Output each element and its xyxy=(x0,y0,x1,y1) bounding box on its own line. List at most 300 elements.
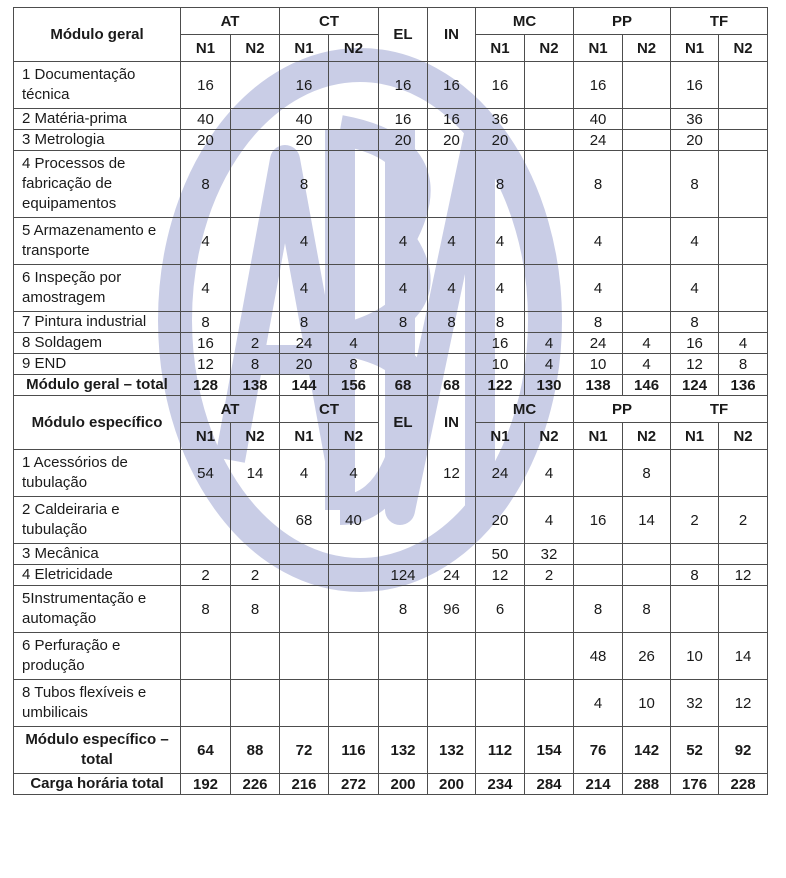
specific-cell xyxy=(329,633,379,680)
general-row xyxy=(14,265,768,312)
specific-cell: 6 xyxy=(476,586,525,633)
general-cell xyxy=(525,130,574,151)
specific-total-cell: 132 xyxy=(428,727,476,774)
specific-total-cell: 76 xyxy=(574,727,623,774)
specific-header-row xyxy=(14,396,768,423)
specific-cell xyxy=(476,633,525,680)
specific-total-cell: 142 xyxy=(623,727,671,774)
specific-cell: 8 xyxy=(623,586,671,633)
general-row xyxy=(14,312,768,333)
grand-total-cell: 214 xyxy=(574,774,623,795)
specific-cell xyxy=(428,544,476,565)
specific-row-label: 2 Caldeiraria e tubulação xyxy=(14,497,181,544)
general-cell: 40 xyxy=(181,109,231,130)
specific-cell: 4 xyxy=(280,450,329,497)
general-cell xyxy=(231,109,280,130)
general-cell: 4 xyxy=(525,354,574,375)
general-cell: 16 xyxy=(428,109,476,130)
grand-total-cell: 288 xyxy=(623,774,671,795)
general-cell: 4 xyxy=(719,333,768,354)
general-cell xyxy=(719,109,768,130)
specific-cell xyxy=(181,544,231,565)
specific-cell: 8 xyxy=(231,586,280,633)
specific-group-pp: PP xyxy=(574,396,671,423)
general-cell: 4 xyxy=(280,218,329,265)
general-cell xyxy=(379,333,428,354)
general-row-label: 1 Documentação técnica xyxy=(14,62,181,109)
specific-cell: 12 xyxy=(719,565,768,586)
general-total-label: Módulo geral – total xyxy=(14,375,181,396)
specific-tf-n2: N2 xyxy=(719,423,768,450)
general-at-n1: N1 xyxy=(181,35,231,62)
general-cell xyxy=(329,265,379,312)
general-cell xyxy=(623,130,671,151)
specific-cell xyxy=(231,497,280,544)
specific-row xyxy=(14,565,768,586)
specific-cell xyxy=(280,544,329,565)
specific-cell: 32 xyxy=(671,680,719,727)
general-at-n2: N2 xyxy=(231,35,280,62)
specific-cell: 68 xyxy=(280,497,329,544)
specific-cell: 12 xyxy=(476,565,525,586)
general-cell xyxy=(329,62,379,109)
general-total-cell: 130 xyxy=(525,375,574,396)
general-cell: 8 xyxy=(428,312,476,333)
general-cell: 4 xyxy=(623,333,671,354)
grand-total-cell: 228 xyxy=(719,774,768,795)
general-row-label: 3 Metrologia xyxy=(14,130,181,151)
general-cell xyxy=(623,312,671,333)
specific-cell xyxy=(719,586,768,633)
general-total-cell: 156 xyxy=(329,375,379,396)
general-cell: 12 xyxy=(671,354,719,375)
specific-cell xyxy=(525,586,574,633)
specific-cell: 4 xyxy=(329,450,379,497)
specific-cell xyxy=(719,544,768,565)
specific-cell xyxy=(525,680,574,727)
general-cell xyxy=(525,151,574,218)
general-row-label: 8 Soldagem xyxy=(14,333,181,354)
general-cell xyxy=(329,109,379,130)
specific-row-label: 3 Mecânica xyxy=(14,544,181,565)
specific-total-cell: 92 xyxy=(719,727,768,774)
general-group-mc: MC xyxy=(476,8,574,35)
general-row xyxy=(14,62,768,109)
specific-cell: 4 xyxy=(525,450,574,497)
general-cell: 16 xyxy=(181,333,231,354)
general-tf-n2: N2 xyxy=(719,35,768,62)
specific-cell xyxy=(329,680,379,727)
specific-row-label: 5Instrumentação e automação xyxy=(14,586,181,633)
specific-group-ct: CT xyxy=(280,396,379,423)
general-cell: 16 xyxy=(428,62,476,109)
general-cell: 4 xyxy=(280,265,329,312)
grand-total-cell: 200 xyxy=(379,774,428,795)
specific-group-at: AT xyxy=(181,396,280,423)
general-cell: 4 xyxy=(379,218,428,265)
general-cell: 4 xyxy=(671,218,719,265)
general-cell xyxy=(329,151,379,218)
general-cell: 4 xyxy=(476,218,525,265)
general-title: Módulo geral xyxy=(14,8,181,62)
general-total xyxy=(14,375,768,396)
specific-cell: 2 xyxy=(525,565,574,586)
specific-cell: 2 xyxy=(231,565,280,586)
specific-tf-n1: N1 xyxy=(671,423,719,450)
general-row-label: 7 Pintura industrial xyxy=(14,312,181,333)
general-mc-n1: N1 xyxy=(476,35,525,62)
specific-row xyxy=(14,544,768,565)
general-row xyxy=(14,333,768,354)
specific-cell xyxy=(623,565,671,586)
specific-cell: 14 xyxy=(719,633,768,680)
general-cell: 4 xyxy=(329,333,379,354)
specific-total-cell: 154 xyxy=(525,727,574,774)
general-ct-n2: N2 xyxy=(329,35,379,62)
general-cell: 8 xyxy=(181,312,231,333)
grand-total-cell: 216 xyxy=(280,774,329,795)
specific-cell xyxy=(379,633,428,680)
specific-cell xyxy=(574,565,623,586)
specific-cell xyxy=(280,633,329,680)
general-pp-n1: N1 xyxy=(574,35,623,62)
general-cell: 16 xyxy=(280,62,329,109)
general-cell xyxy=(719,130,768,151)
specific-cell xyxy=(623,544,671,565)
general-mc-n2: N2 xyxy=(525,35,574,62)
general-total-cell: 128 xyxy=(181,375,231,396)
specific-at-n1: N1 xyxy=(181,423,231,450)
general-cell: 16 xyxy=(671,62,719,109)
general-cell: 8 xyxy=(476,312,525,333)
grand-total-label: Carga horária total xyxy=(14,774,181,795)
general-cell xyxy=(719,151,768,218)
general-cell xyxy=(329,218,379,265)
specific-cell xyxy=(574,450,623,497)
general-cell xyxy=(719,265,768,312)
specific-cell: 2 xyxy=(181,565,231,586)
general-cell: 20 xyxy=(428,130,476,151)
specific-cell: 124 xyxy=(379,565,428,586)
general-row xyxy=(14,109,768,130)
specific-cell: 48 xyxy=(574,633,623,680)
specific-cell: 24 xyxy=(428,565,476,586)
specific-cell xyxy=(329,565,379,586)
specific-mc-n1: N1 xyxy=(476,423,525,450)
specific-cell xyxy=(280,680,329,727)
specific-cell xyxy=(379,450,428,497)
specific-cell xyxy=(231,633,280,680)
general-cell: 20 xyxy=(379,130,428,151)
general-group-el: EL xyxy=(379,8,428,62)
specific-row xyxy=(14,586,768,633)
specific-cell: 2 xyxy=(719,497,768,544)
specific-cell: 32 xyxy=(525,544,574,565)
specific-cell xyxy=(671,450,719,497)
specific-cell: 16 xyxy=(574,497,623,544)
general-cell xyxy=(428,333,476,354)
specific-cell: 4 xyxy=(574,680,623,727)
general-cell xyxy=(525,109,574,130)
specific-total-cell: 132 xyxy=(379,727,428,774)
specific-cell xyxy=(671,544,719,565)
general-cell: 36 xyxy=(671,109,719,130)
grand-total-cell: 226 xyxy=(231,774,280,795)
general-group-ct: CT xyxy=(280,8,379,35)
specific-cell: 8 xyxy=(181,586,231,633)
general-row xyxy=(14,151,768,218)
specific-cell: 20 xyxy=(476,497,525,544)
general-row-label: 9 END xyxy=(14,354,181,375)
general-row-label: 6 Inspeção por amostragem xyxy=(14,265,181,312)
general-cell: 20 xyxy=(476,130,525,151)
general-cell xyxy=(719,62,768,109)
general-cell xyxy=(379,354,428,375)
general-cell xyxy=(623,265,671,312)
specific-pp-n2: N2 xyxy=(623,423,671,450)
general-cell: 16 xyxy=(379,109,428,130)
specific-total-label: Módulo específico – total xyxy=(14,727,181,774)
specific-cell xyxy=(428,633,476,680)
specific-cell xyxy=(280,586,329,633)
general-row-label: 4 Processos de fabricação de equipamentos xyxy=(14,151,181,218)
specific-cell: 96 xyxy=(428,586,476,633)
general-total-cell: 136 xyxy=(719,375,768,396)
specific-row xyxy=(14,680,768,727)
general-total-cell: 68 xyxy=(428,375,476,396)
general-row-label: 2 Matéria-prima xyxy=(14,109,181,130)
specific-cell xyxy=(231,544,280,565)
grand-total-cell: 234 xyxy=(476,774,525,795)
specific-cell: 8 xyxy=(379,586,428,633)
general-total-cell: 138 xyxy=(231,375,280,396)
specific-group-el: EL xyxy=(379,396,428,450)
specific-group-in: IN xyxy=(428,396,476,450)
general-cell: 8 xyxy=(671,151,719,218)
general-cell: 8 xyxy=(280,312,329,333)
grand-total-cell: 176 xyxy=(671,774,719,795)
specific-cell: 10 xyxy=(671,633,719,680)
specific-total-cell: 88 xyxy=(231,727,280,774)
grand-total-cell: 284 xyxy=(525,774,574,795)
general-group-pp: PP xyxy=(574,8,671,35)
general-cell xyxy=(231,130,280,151)
general-cell xyxy=(231,62,280,109)
general-cell: 40 xyxy=(280,109,329,130)
general-cell xyxy=(623,151,671,218)
specific-cell xyxy=(379,497,428,544)
general-cell: 16 xyxy=(476,62,525,109)
general-cell: 8 xyxy=(379,312,428,333)
specific-cell: 8 xyxy=(623,450,671,497)
general-cell xyxy=(525,218,574,265)
general-group-in: IN xyxy=(428,8,476,62)
general-cell: 36 xyxy=(476,109,525,130)
general-cell: 4 xyxy=(574,218,623,265)
general-cell xyxy=(719,218,768,265)
specific-title: Módulo específico xyxy=(14,396,181,450)
specific-cell xyxy=(525,633,574,680)
specific-cell: 50 xyxy=(476,544,525,565)
specific-ct-n2: N2 xyxy=(329,423,379,450)
general-cell: 4 xyxy=(428,265,476,312)
general-cell: 4 xyxy=(379,265,428,312)
general-cell xyxy=(231,218,280,265)
specific-group-mc: MC xyxy=(476,396,574,423)
general-cell: 16 xyxy=(181,62,231,109)
course-hours-table xyxy=(13,7,768,795)
general-cell: 8 xyxy=(574,151,623,218)
general-cell xyxy=(525,265,574,312)
general-cell: 8 xyxy=(280,151,329,218)
specific-cell: 8 xyxy=(671,565,719,586)
specific-total xyxy=(14,727,768,774)
general-cell: 8 xyxy=(719,354,768,375)
general-cell xyxy=(231,312,280,333)
general-cell: 8 xyxy=(231,354,280,375)
general-row-label: 5 Armazenamento e transporte xyxy=(14,218,181,265)
general-cell: 4 xyxy=(428,218,476,265)
general-cell xyxy=(329,130,379,151)
general-total-cell: 68 xyxy=(379,375,428,396)
specific-cell: 2 xyxy=(671,497,719,544)
specific-row-label: 6 Perfuração e produção xyxy=(14,633,181,680)
general-total-cell: 122 xyxy=(476,375,525,396)
specific-row-label: 8 Tubos flexíveis e umbilicais xyxy=(14,680,181,727)
general-cell: 8 xyxy=(671,312,719,333)
general-total-cell: 124 xyxy=(671,375,719,396)
general-cell: 20 xyxy=(280,130,329,151)
specific-row-label: 4 Eletricidade xyxy=(14,565,181,586)
specific-cell: 8 xyxy=(574,586,623,633)
specific-cell: 4 xyxy=(525,497,574,544)
specific-cell: 54 xyxy=(181,450,231,497)
general-cell xyxy=(525,312,574,333)
general-cell xyxy=(428,151,476,218)
general-cell: 16 xyxy=(574,62,623,109)
general-cell: 4 xyxy=(623,354,671,375)
general-cell: 4 xyxy=(181,265,231,312)
specific-cell: 12 xyxy=(428,450,476,497)
specific-row xyxy=(14,450,768,497)
specific-cell: 14 xyxy=(623,497,671,544)
specific-cell xyxy=(181,633,231,680)
general-cell xyxy=(329,312,379,333)
specific-cell xyxy=(280,565,329,586)
specific-total-cell: 116 xyxy=(329,727,379,774)
general-cell xyxy=(623,109,671,130)
specific-at-n2: N2 xyxy=(231,423,280,450)
specific-cell: 12 xyxy=(719,680,768,727)
general-cell: 4 xyxy=(574,265,623,312)
general-cell: 4 xyxy=(476,265,525,312)
specific-mc-n2: N2 xyxy=(525,423,574,450)
general-tf-n1: N1 xyxy=(671,35,719,62)
specific-cell: 24 xyxy=(476,450,525,497)
general-cell: 20 xyxy=(671,130,719,151)
general-cell: 20 xyxy=(280,354,329,375)
specific-total-cell: 64 xyxy=(181,727,231,774)
general-cell: 20 xyxy=(181,130,231,151)
general-row xyxy=(14,130,768,151)
specific-total-cell: 52 xyxy=(671,727,719,774)
specific-cell xyxy=(428,497,476,544)
general-cell: 4 xyxy=(525,333,574,354)
specific-cell xyxy=(428,680,476,727)
general-cell xyxy=(231,151,280,218)
general-ct-n1: N1 xyxy=(280,35,329,62)
general-cell: 24 xyxy=(574,333,623,354)
general-pp-n2: N2 xyxy=(623,35,671,62)
general-cell: 24 xyxy=(280,333,329,354)
grand-total-cell: 200 xyxy=(428,774,476,795)
specific-cell: 40 xyxy=(329,497,379,544)
grand-total xyxy=(14,774,768,795)
specific-cell xyxy=(181,680,231,727)
general-cell xyxy=(379,151,428,218)
general-cell: 4 xyxy=(671,265,719,312)
specific-cell xyxy=(181,497,231,544)
specific-pp-n1: N1 xyxy=(574,423,623,450)
general-cell: 16 xyxy=(379,62,428,109)
specific-ct-n1: N1 xyxy=(280,423,329,450)
specific-cell xyxy=(329,544,379,565)
specific-row xyxy=(14,633,768,680)
general-cell xyxy=(623,62,671,109)
general-total-cell: 146 xyxy=(623,375,671,396)
general-cell: 8 xyxy=(181,151,231,218)
specific-group-tf: TF xyxy=(671,396,768,423)
general-total-cell: 138 xyxy=(574,375,623,396)
general-cell: 8 xyxy=(329,354,379,375)
general-row xyxy=(14,354,768,375)
general-cell: 2 xyxy=(231,333,280,354)
general-cell: 24 xyxy=(574,130,623,151)
specific-row-label: 1 Acessórios de tubulação xyxy=(14,450,181,497)
general-group-tf: TF xyxy=(671,8,768,35)
specific-cell xyxy=(476,680,525,727)
specific-cell: 26 xyxy=(623,633,671,680)
general-cell xyxy=(525,62,574,109)
specific-cell xyxy=(379,544,428,565)
specific-cell xyxy=(329,586,379,633)
specific-row xyxy=(14,497,768,544)
general-total-cell: 144 xyxy=(280,375,329,396)
general-cell: 10 xyxy=(476,354,525,375)
general-header-row xyxy=(14,8,768,35)
specific-cell: 14 xyxy=(231,450,280,497)
specific-cell xyxy=(719,450,768,497)
specific-cell xyxy=(671,586,719,633)
specific-cell: 10 xyxy=(623,680,671,727)
general-cell: 10 xyxy=(574,354,623,375)
specific-cell xyxy=(574,544,623,565)
grand-total-cell: 192 xyxy=(181,774,231,795)
general-cell xyxy=(719,312,768,333)
general-cell: 8 xyxy=(574,312,623,333)
general-cell: 4 xyxy=(181,218,231,265)
specific-total-cell: 72 xyxy=(280,727,329,774)
grand-total-cell: 272 xyxy=(329,774,379,795)
general-cell: 16 xyxy=(476,333,525,354)
general-group-at: AT xyxy=(181,8,280,35)
general-cell: 16 xyxy=(671,333,719,354)
general-cell: 8 xyxy=(476,151,525,218)
general-cell xyxy=(428,354,476,375)
specific-cell xyxy=(379,680,428,727)
general-cell: 40 xyxy=(574,109,623,130)
specific-total-cell: 112 xyxy=(476,727,525,774)
